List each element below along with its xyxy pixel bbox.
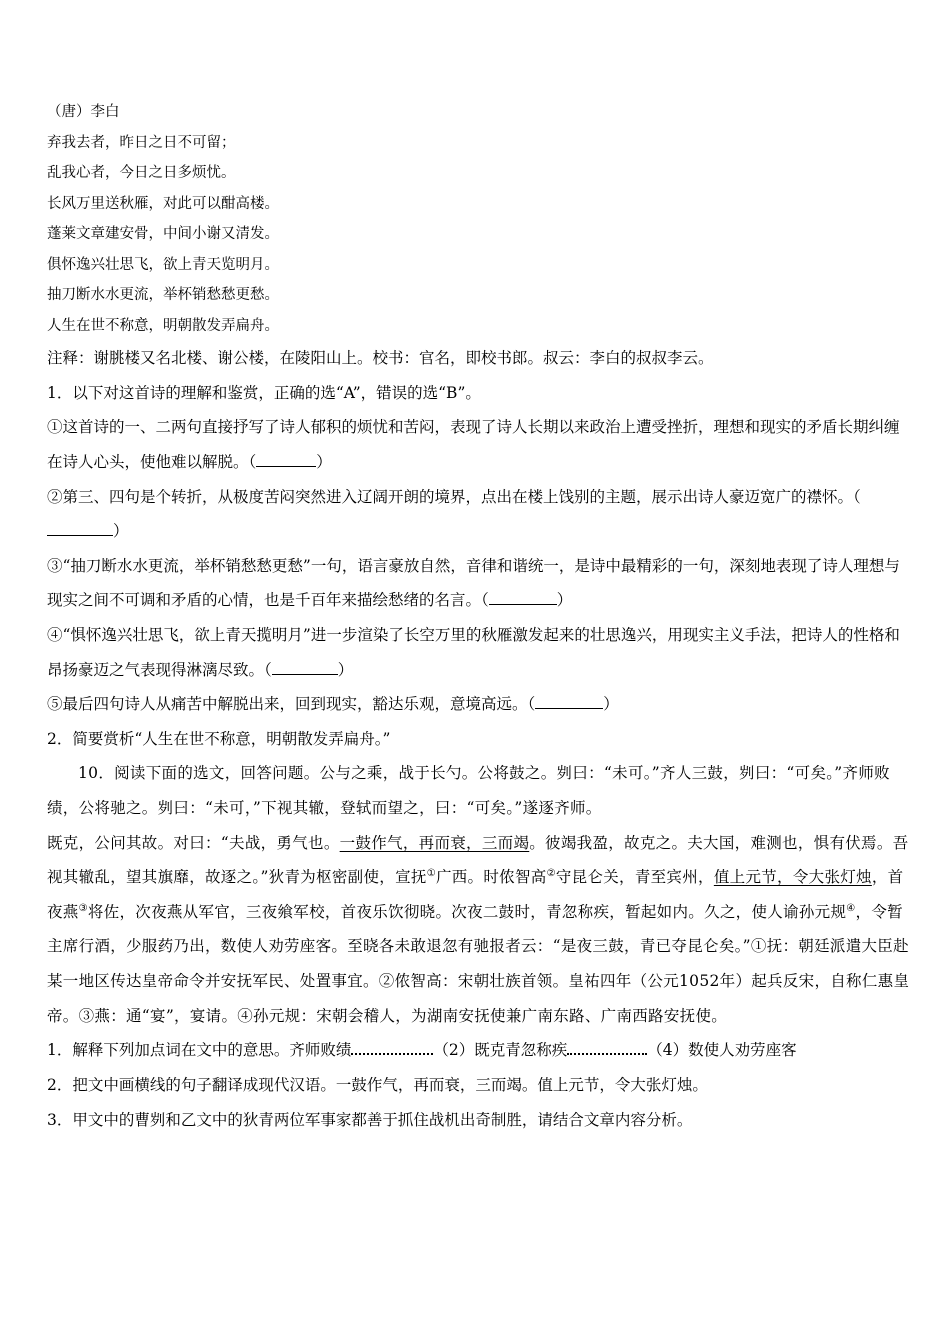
document-page [47,97,913,1137]
question-1-item-3: ③“抽刀断水水更流，举杯销愁愁更愁”一句，语言豪放自然，音律和谐统一，是诗中最精彩的一句，深刻地表现了诗人理想与现实之间不可调和矛盾的心情，也是千百年来描绘愁绪的名言。（ ） [47,556,900,610]
footnote-marker: ③ [78,902,88,914]
question-10-sub-3: 3．甲文中的曹刿和乙文中的狄青两位军事家都善于抓住战机出奇制胜，请结合文章内容分析。 [47,1110,693,1129]
question-1-item-5: ⑤最后四句诗人从痛苦中解脱出来，回到现实，豁达乐观，意境高远。（ ） [47,687,913,722]
poem-line: 弃我去者，昨日之日不可留； [47,134,236,151]
answer-blank[interactable] [256,449,316,467]
answer-blank[interactable] [567,1035,647,1055]
poem-line: 乱我心者，今日之日多烦忧。 [47,165,236,181]
footnote-marker: ② [546,868,556,880]
footnote-marker: ④ [846,902,856,914]
poem-note: 注释：谢朓楼又名北楼、谢公楼，在陵阳山上。校书：官名，即校书郎。叔云：李白的叔叔李云。 [47,349,714,367]
poem-line: 抽刀断水水更流，举杯销愁愁更愁。 [47,287,279,303]
poem-line: 俱怀逸兴壮思飞，欲上青天览明月。 [47,256,279,273]
poem-line: 蓬莱文章建安骨，中间小谢又清发。 [47,226,279,242]
answer-blank[interactable] [47,518,113,536]
poem-author: （唐）李白 [47,104,120,120]
poem-block [47,97,913,341]
question-1-stem: 1．以下对这首诗的理解和鉴赏，正确的选“A”，错误的选“B”。 [47,383,481,402]
underlined-sentence: 值上元节，令大张灯烛 [713,868,872,887]
question-10-passage: 既克，公问其故。对曰：“夫战，勇气也。一鼓作气，再而衰，三而竭。彼竭我盈，故克之。夫大国，难测也，惧有伏焉。吾视其辙乱，望其旗靡，故逐之。”狄青为枢密副使，宣抚①广西。时侬智高②守昆仑关，青至宾州，值上元节，令大张灯烛，首夜燕③将佐，次夜燕从军官，三夜飨军校，首夜乐饮彻晓。次夜二鼓时，青忽称疾，暂起如内。久之，使人谕孙元规④，令暂主席行酒，少服药乃出，数使人劝劳座客。至晓各未敢退忽有驰报者云：“是夜三鼓，青已夺昆仑矣。”①抚：朝廷派遣大臣赴某一地区传达皇帝命令并安抚军民、处置事宜。②侬智高：宋朝壮族首领。皇祐四年（公元1052年）起兵反宋，自称仁惠皇帝。③燕：通“宴”，宴请。④孙元规：宋朝会稽人，为湖南安抚使兼广南东路、广南西路安抚使。 [47,833,910,1025]
question-10-sub-1: 1．解释下列加点词在文中的意思。齐师败绩 （2）既克青忽称疾 （4）数使人劝劳座客 [47,1033,913,1068]
question-2-stem: 2．简要赏析“人生在世不称意，明朝散发弄扁舟。” [47,729,391,748]
question-1-item-2: ②第三、四句是个转折，从极度苦闷突然进入辽阔开朗的境界，点出在楼上饯别的主题，展示出诗人豪迈宽广的襟怀。（） [47,487,861,541]
poem-line: 长风万里送秋雁，对此可以酣高楼。 [47,195,279,212]
answer-blank[interactable] [351,1035,433,1055]
footnote-marker: ① [426,868,436,880]
answer-blank[interactable] [535,691,603,709]
question-10-intro: 10．阅读下面的选文，回答问题。公与之乘，战于长勺。公将鼓之。刿曰：“未可。”齐人三鼓，刿曰：“可矣。”齐师败绩，公将驰之。刿曰：“未可，”下视其辙，登轼而望之，曰：“可矣。”遂逐齐师。 [47,764,890,818]
answer-blank[interactable] [272,657,338,675]
question-1-item-4: ④“惧怀逸兴壮思飞，欲上青天揽明月”进一步渲染了长空万里的秋雁激发起来的壮思逸兴，用现实主义手法，把诗人的性格和昂扬豪迈之气表现得淋漓尽致。（ ） [47,625,900,679]
poem-line: 人生在世不称意，明朝散发弄扁舟。 [47,317,279,334]
question-1-item-1: ①这首诗的一、二两句直接抒写了诗人郁积的烦忧和苦闷，表现了诗人长期以来政治上遭受挫折，理想和现实的矛盾长期纠缠在诗人心头，使他难以解脱。（ ） [47,418,900,471]
question-10-sub-2: 2．把文中画横线的句子翻译成现代汉语。一鼓作气，再而衰，三而竭。值上元节，令大张灯烛。 [47,1075,708,1094]
answer-blank[interactable] [489,587,557,605]
underlined-sentence: 一鼓作气，再而衰，三而竭 [339,833,530,852]
